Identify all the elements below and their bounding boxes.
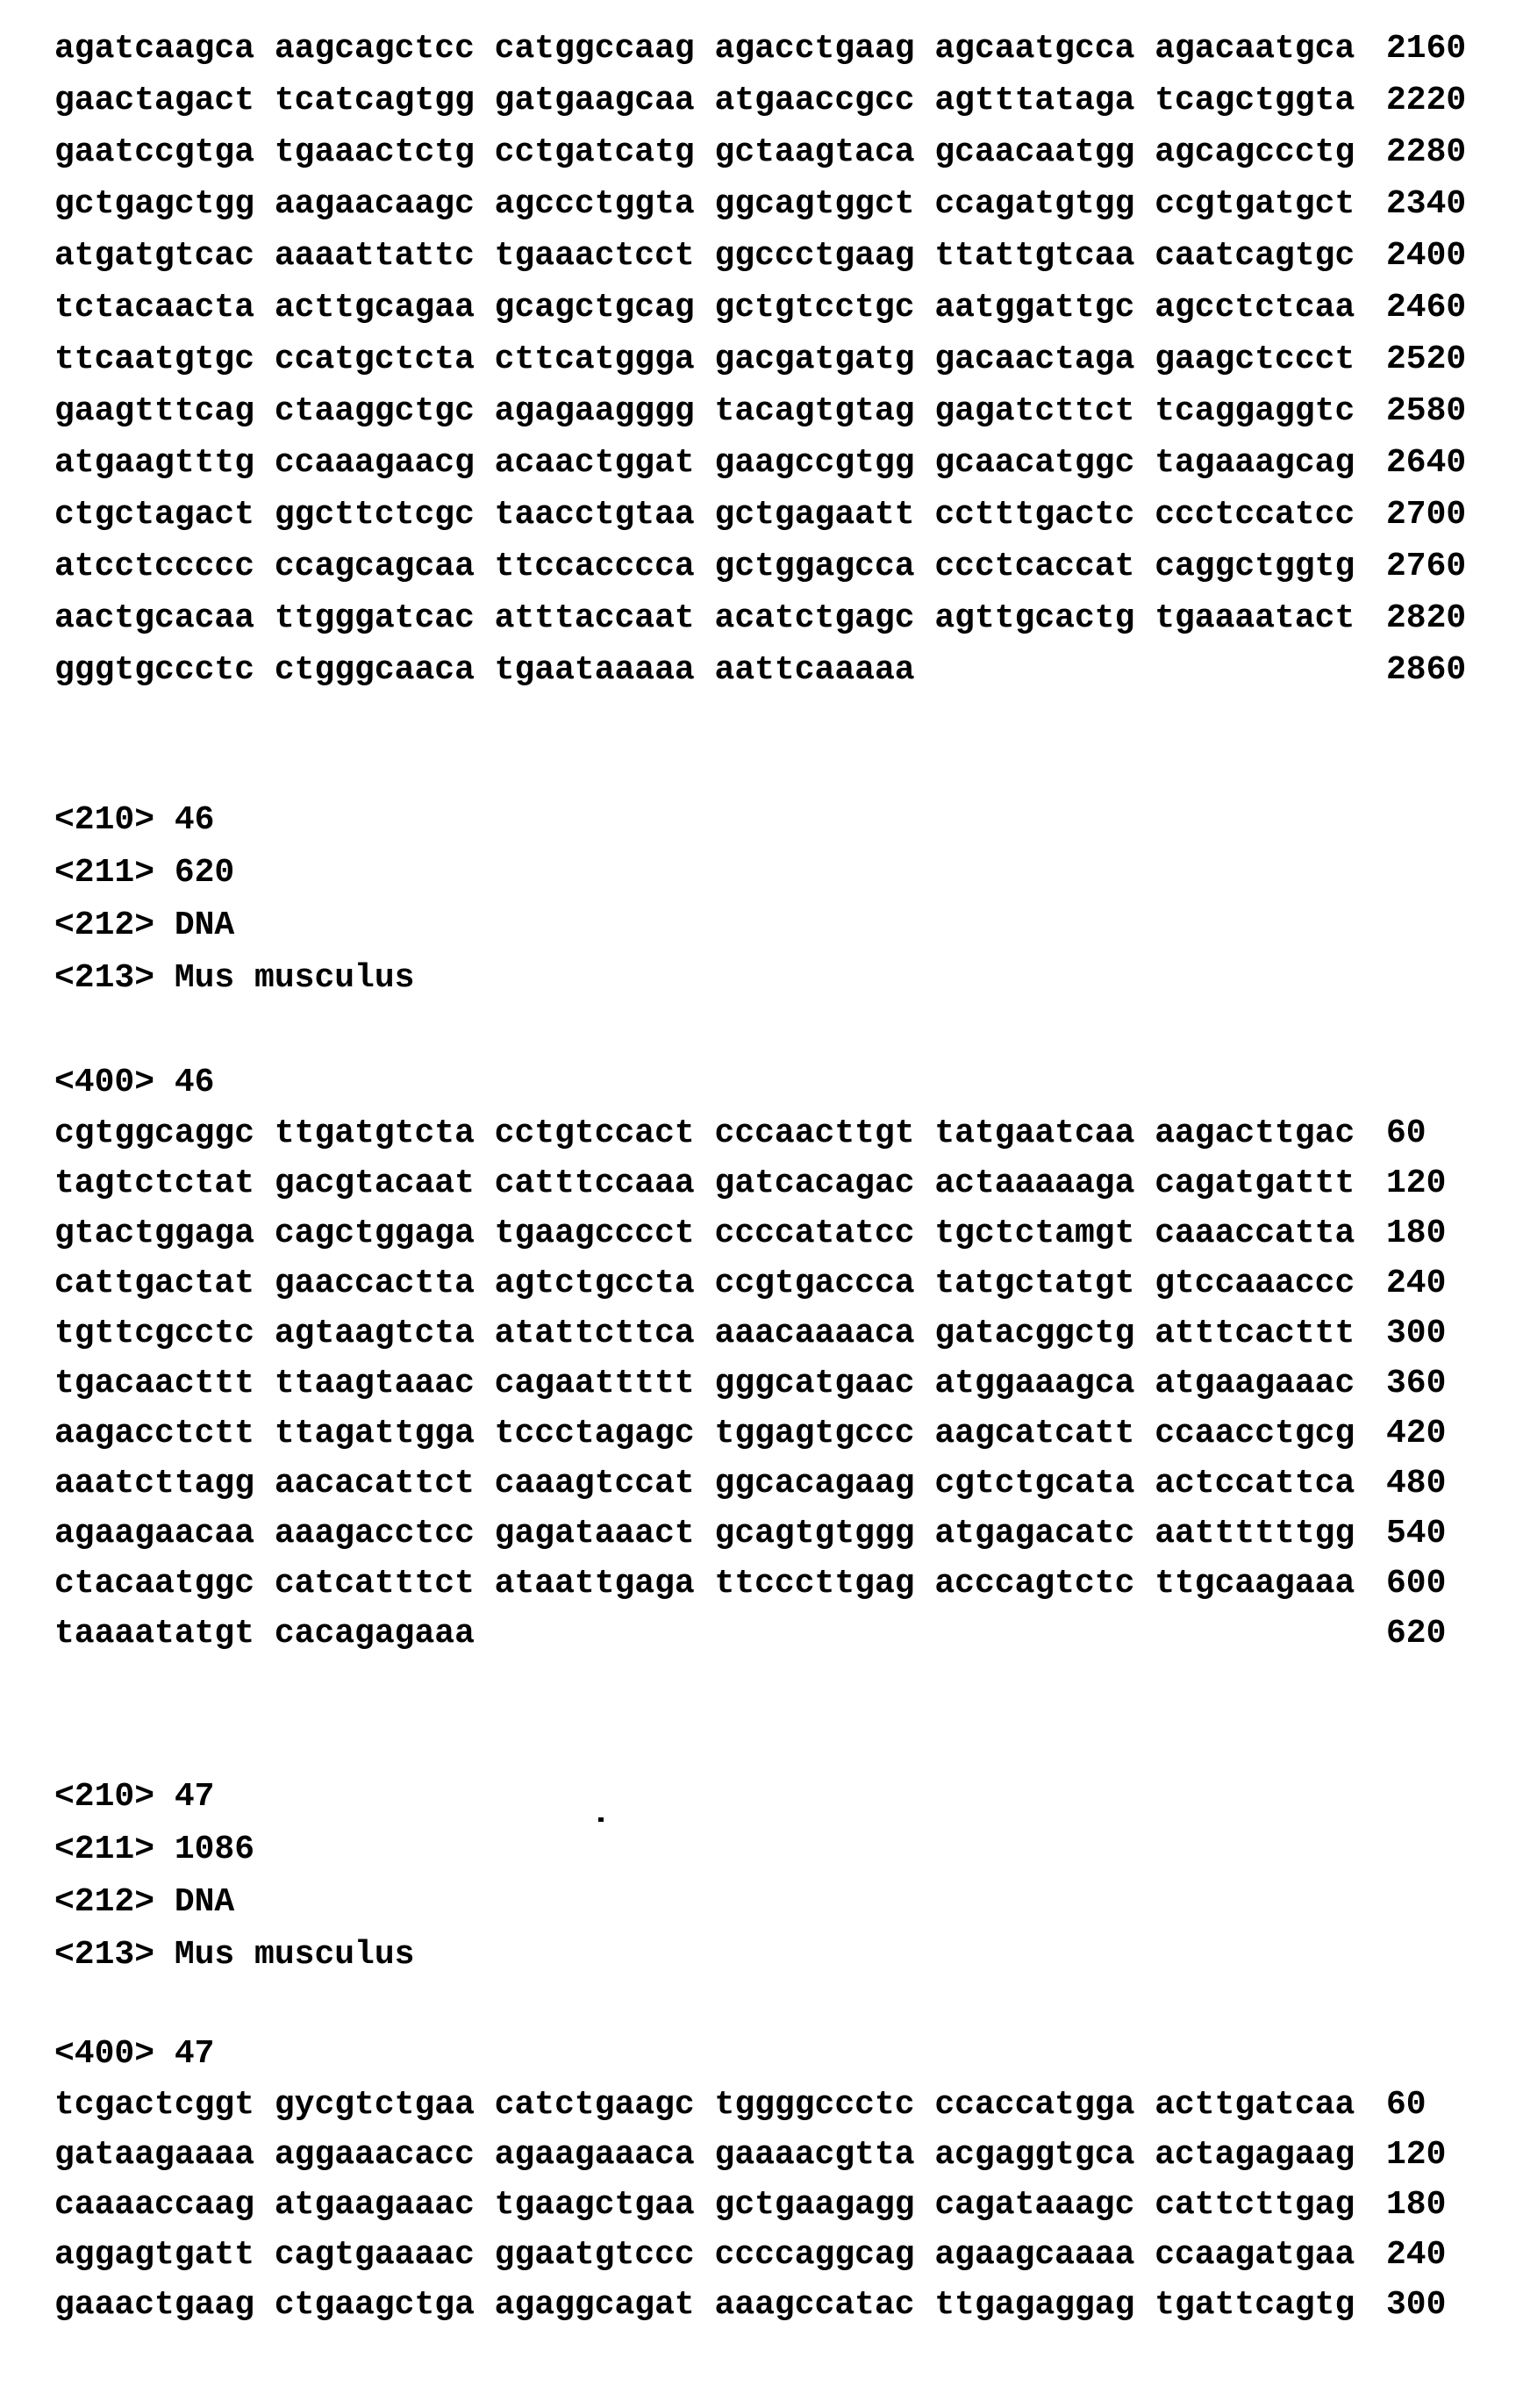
sequence-text: gggtgccctc ctgggcaaca tgaataaaaa aattcaaaaa — [54, 651, 915, 689]
position-number: 2400 — [1386, 237, 1467, 275]
sequence-text: taaaatatgt cacagagaaa — [54, 1615, 475, 1652]
numeric-identifier-213: <213> Mus musculus — [54, 959, 415, 997]
sequence-line — [54, 1208, 1530, 1258]
position-number: 240 — [1386, 1265, 1447, 1302]
sequence-text: agaagaacaa aaagacctcc gagataaact gcagtgtggg atgagacatc aattttttgg — [54, 1515, 1355, 1552]
position-number: 2160 — [1386, 30, 1467, 68]
numeric-identifier-211: <211> 1086 — [54, 1831, 255, 1868]
sequence-line — [54, 2130, 1530, 2180]
sequence-text: aactgcacaa ttgggatcac atttaccaat acatctgagc agttgcactg tgaaaatact — [54, 599, 1355, 637]
sequence-text: gataagaaaa aggaaacacc agaagaaaca gaaaacgtta acgaggtgca actagagaag — [54, 2136, 1355, 2174]
sequence-line — [54, 1108, 1530, 1158]
position-number: 2760 — [1386, 548, 1467, 585]
sequence-text: gtactggaga cagctggaga tgaagcccct ccccatatcc tgctctamgt caaaccatta — [54, 1215, 1355, 1252]
position-number: 2820 — [1386, 599, 1467, 637]
sequence-text: aggagtgatt cagtgaaaac ggaatgtccc ccccaggcag agaagcaaaa ccaagatgaa — [54, 2236, 1355, 2274]
sequence-text: cgtggcaggc ttgatgtcta cctgtccact cccaacttgt tatgaatcaa aagacttgac — [54, 1114, 1355, 1152]
sequence-text: tgttcgcctc agtaagtcta atattcttca aaacaaaaca gatacggctg atttcacttt — [54, 1315, 1355, 1352]
sequence-line — [54, 1559, 1530, 1609]
sequence-line — [54, 178, 1530, 230]
sequence-text: gctgagctgg aagaacaagc agccctggta ggcagtggct ccagatgtgg ccgtgatgct — [54, 185, 1355, 223]
numeric-identifier-212: <212> DNA — [54, 907, 235, 944]
sequence-line — [54, 1609, 1530, 1659]
position-number: 120 — [1386, 2136, 1447, 2174]
sequence-text: atgaagtttg ccaaagaacg acaactggat gaagccgtgg gcaacatggc tagaaagcag — [54, 444, 1355, 482]
sequence-text: caaaaccaag atgaagaaac tgaagctgaa gctgaagagg cagataaagc cattcttgag — [54, 2186, 1355, 2224]
sequence-line — [54, 2280, 1530, 2330]
position-number: 300 — [1386, 1315, 1447, 1352]
position-number: 60 — [1386, 1114, 1426, 1152]
sequence-line — [54, 230, 1530, 282]
position-number: 2640 — [1386, 444, 1467, 482]
sequence-text: tagtctctat gacgtacaat catttccaaa gatcacagac actaaaaaga cagatgattt — [54, 1165, 1355, 1202]
scan-artifact-dot — [598, 1817, 604, 1822]
sequence-text: aaatcttagg aacacattct caaagtccat ggcacagaag cgtctgcata actccattca — [54, 1465, 1355, 1502]
sequence-line — [54, 1158, 1530, 1208]
position-number: 2340 — [1386, 185, 1467, 223]
sequence-line — [54, 126, 1530, 178]
position-number: 2280 — [1386, 133, 1467, 171]
sequence-line — [54, 1258, 1530, 1308]
sequence-line — [54, 489, 1530, 541]
sequence-text: ctgctagact ggcttctcgc taacctgtaa gctgagaatt cctttgactc ccctccatcc — [54, 496, 1355, 534]
entry-47-header — [54, 1771, 1530, 1982]
position-number: 420 — [1386, 1415, 1447, 1452]
sequence-text: atcctccccc ccagcagcaa ttccacccca gctggagcca ccctcaccat caggctggtg — [54, 548, 1355, 585]
sequence-text: tgacaacttt ttaagtaaac cagaattttt gggcatgaac atggaaagca atgaagaaac — [54, 1365, 1355, 1402]
entry-47-sequence — [54, 2080, 1530, 2330]
sequence-text: aagacctctt ttagattgga tccctagagc tggagtgccc aagcatcatt ccaacctgcg — [54, 1415, 1355, 1452]
position-number: 180 — [1386, 1215, 1447, 1252]
position-number: 2580 — [1386, 392, 1467, 430]
position-number: 300 — [1386, 2286, 1447, 2324]
sequence-line — [54, 541, 1530, 592]
entry-46-header — [54, 794, 1530, 1005]
position-number: 180 — [1386, 2186, 1447, 2224]
sequence-text: cattgactat gaaccactta agtctgccta ccgtgaccca tatgctatgt gtccaaaccc — [54, 1265, 1355, 1302]
sequence-line — [54, 1358, 1530, 1408]
position-number: 600 — [1386, 1565, 1447, 1602]
sequence-text: tcgactcggt gycgtctgaa catctgaagc tggggccctc ccaccatgga acttgatcaa — [54, 2086, 1355, 2124]
sequence-tag-400: <400> 46 — [54, 1064, 215, 1101]
section-gap — [54, 1005, 1530, 1057]
sequence-line — [54, 2080, 1530, 2130]
sequence-block-continued — [54, 23, 1530, 696]
sequence-line — [54, 644, 1530, 696]
position-number: 2520 — [1386, 340, 1467, 378]
sequence-line — [54, 75, 1530, 126]
position-number: 2220 — [1386, 82, 1467, 119]
position-number: 540 — [1386, 1515, 1447, 1552]
sequence-line — [54, 1458, 1530, 1509]
position-number: 2460 — [1386, 289, 1467, 326]
position-number: 60 — [1386, 2086, 1426, 2124]
position-number: 480 — [1386, 1465, 1447, 1502]
position-number: 620 — [1386, 1615, 1447, 1652]
position-number: 2860 — [1386, 651, 1467, 689]
position-number: 240 — [1386, 2236, 1447, 2274]
section-gap — [54, 1659, 1530, 1771]
numeric-identifier-213: <213> Mus musculus — [54, 1936, 415, 1974]
numeric-identifier-210: <210> 46 — [54, 801, 215, 839]
section-gap — [54, 1982, 1530, 2029]
sequence-line — [54, 592, 1530, 644]
position-number: 120 — [1386, 1165, 1447, 1202]
sequence-line — [54, 333, 1530, 385]
sequence-text: atgatgtcac aaaattattc tgaaactcct ggccctgaag ttattgtcaa caatcagtgc — [54, 237, 1355, 275]
sequence-text: agatcaagca aagcagctcc catggccaag agacctgaag agcaatgcca agacaatgca — [54, 30, 1355, 68]
entry-46-sequence — [54, 1108, 1530, 1659]
sequence-line — [54, 1509, 1530, 1559]
sequence-line — [54, 2180, 1530, 2230]
sequence-text: ttcaatgtgc ccatgctcta cttcatggga gacgatgatg gacaactaga gaagctccct — [54, 340, 1355, 378]
numeric-identifier-211: <211> 620 — [54, 854, 235, 892]
numeric-identifier-212: <212> DNA — [54, 1883, 235, 1921]
sequence-text: tctacaacta acttgcagaa gcagctgcag gctgtcctgc aatggattgc agcctctcaa — [54, 289, 1355, 326]
sequence-text: ctacaatggc catcatttct ataattgaga ttcccttgag acccagtctc ttgcaagaaa — [54, 1565, 1355, 1602]
sequence-line — [54, 2230, 1530, 2280]
position-number: 2700 — [1386, 496, 1467, 534]
section-gap — [54, 696, 1530, 794]
sequence-line — [54, 437, 1530, 489]
numeric-identifier-210: <210> 47 — [54, 1778, 215, 1816]
sequence-text: gaagtttcag ctaaggctgc agagaagggg tacagtgtag gagatcttct tcaggaggtc — [54, 392, 1355, 430]
sequence-text: gaactagact tcatcagtgg gatgaagcaa atgaaccgcc agtttataga tcagctggta — [54, 82, 1355, 119]
position-number: 360 — [1386, 1365, 1447, 1402]
sequence-tag-400: <400> 47 — [54, 2035, 215, 2073]
sequence-text: gaatccgtga tgaaactctg cctgatcatg gctaagtaca gcaacaatgg agcagccctg — [54, 133, 1355, 171]
sequence-line — [54, 1408, 1530, 1458]
sequence-line — [54, 23, 1530, 75]
sequence-line — [54, 1308, 1530, 1358]
sequence-text: gaaactgaag ctgaagctga agaggcagat aaagccatac ttgagaggag tgattcagtg — [54, 2286, 1355, 2324]
sequence-line — [54, 282, 1530, 333]
sequence-line — [54, 385, 1530, 437]
